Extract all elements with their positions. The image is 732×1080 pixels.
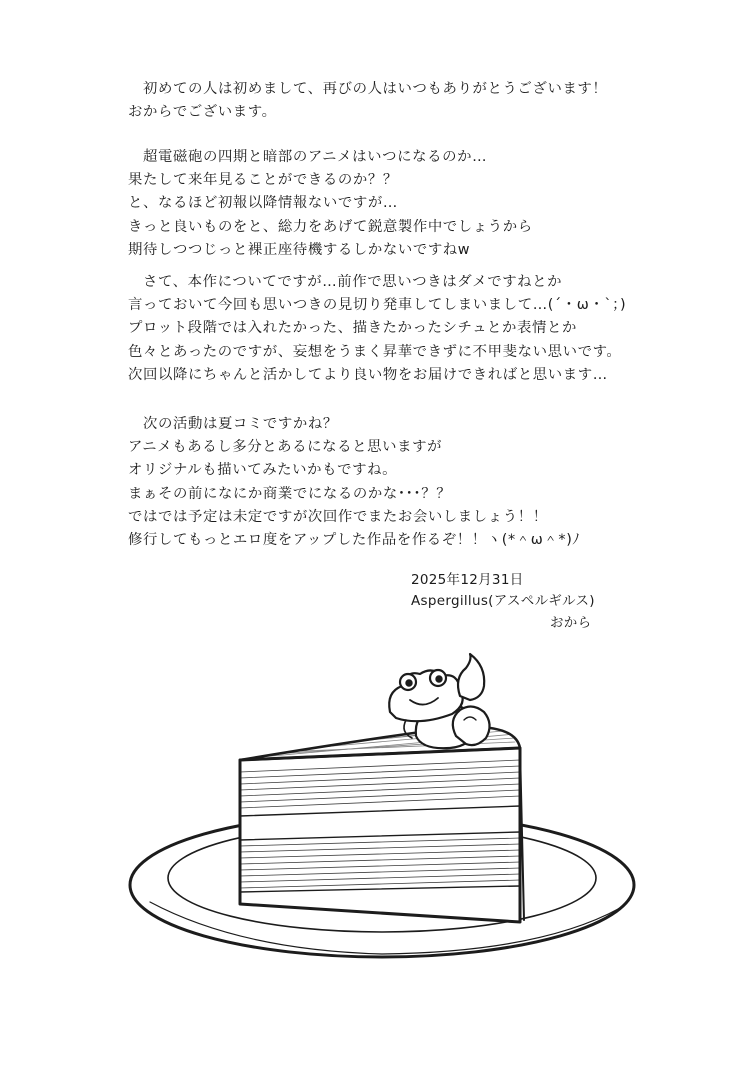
- text-line: 期待しつつじっと裸正座待機するしかないですねw: [128, 241, 471, 258]
- signature-author: おから: [550, 615, 592, 631]
- work-paragraph: [128, 271, 626, 387]
- text-line: プロット段階では入れたかった、描きたかったシチュとか表情とか: [128, 320, 578, 337]
- greeting-paragraph: [128, 78, 607, 124]
- text-line: オリジナルも描いてみたいかもですね。: [128, 462, 398, 479]
- text-line: きっと良いものをと、総力をあげて鋭意製作中でしょうから: [128, 218, 533, 235]
- text-line: 次回以降にちゃんと活かしてより良い物をお届けできればと思います…: [128, 366, 608, 383]
- text-line: まぁその前になにか商業でになるのかな･･･？？: [128, 485, 452, 502]
- signature-date: 2025年12月31日: [411, 572, 524, 588]
- next-event-paragraph: [128, 413, 580, 552]
- text-line: ではでは予定は未定ですが次回作でまたお会いしましょう！！: [128, 508, 548, 525]
- anime-paragraph: [128, 146, 533, 262]
- text-line: おからでございます。: [128, 104, 277, 121]
- text-line: 初めての人は初めまして、再びの人はいつもありがとうございます！: [128, 81, 608, 97]
- text-line: アニメもあるし多分とあるになると思いますが: [128, 439, 443, 456]
- cake-illustration: [120, 640, 660, 970]
- text-line: と、なるほど初報以降情報ないですが…: [128, 195, 398, 212]
- text-line: 色々とあったのですが、妄想をうまく昇華できずに不甲斐ない思いです。: [128, 343, 622, 360]
- text-line: 果たして来年見ることができるのか？？: [128, 172, 398, 189]
- signature-circle-name: Aspergillus(アスペルギルス): [411, 593, 595, 609]
- text-line: 次の活動は夏コミですかね？: [128, 416, 338, 432]
- text-line: 修行してもっとエロ度をアップした作品を作るぞ！！ヽ(*＾ω＾*)ﾉ: [128, 532, 581, 549]
- text-line: さて、本作についてですが…前作で思いつきはダメですねとか: [128, 274, 563, 290]
- text-line: 超電磁砲の四期と暗部のアニメはいつになるのか…: [128, 149, 488, 165]
- text-line: 言っておいて今回も思いつきの見切り発車してしまいまして…(´・ω・`；): [128, 297, 627, 314]
